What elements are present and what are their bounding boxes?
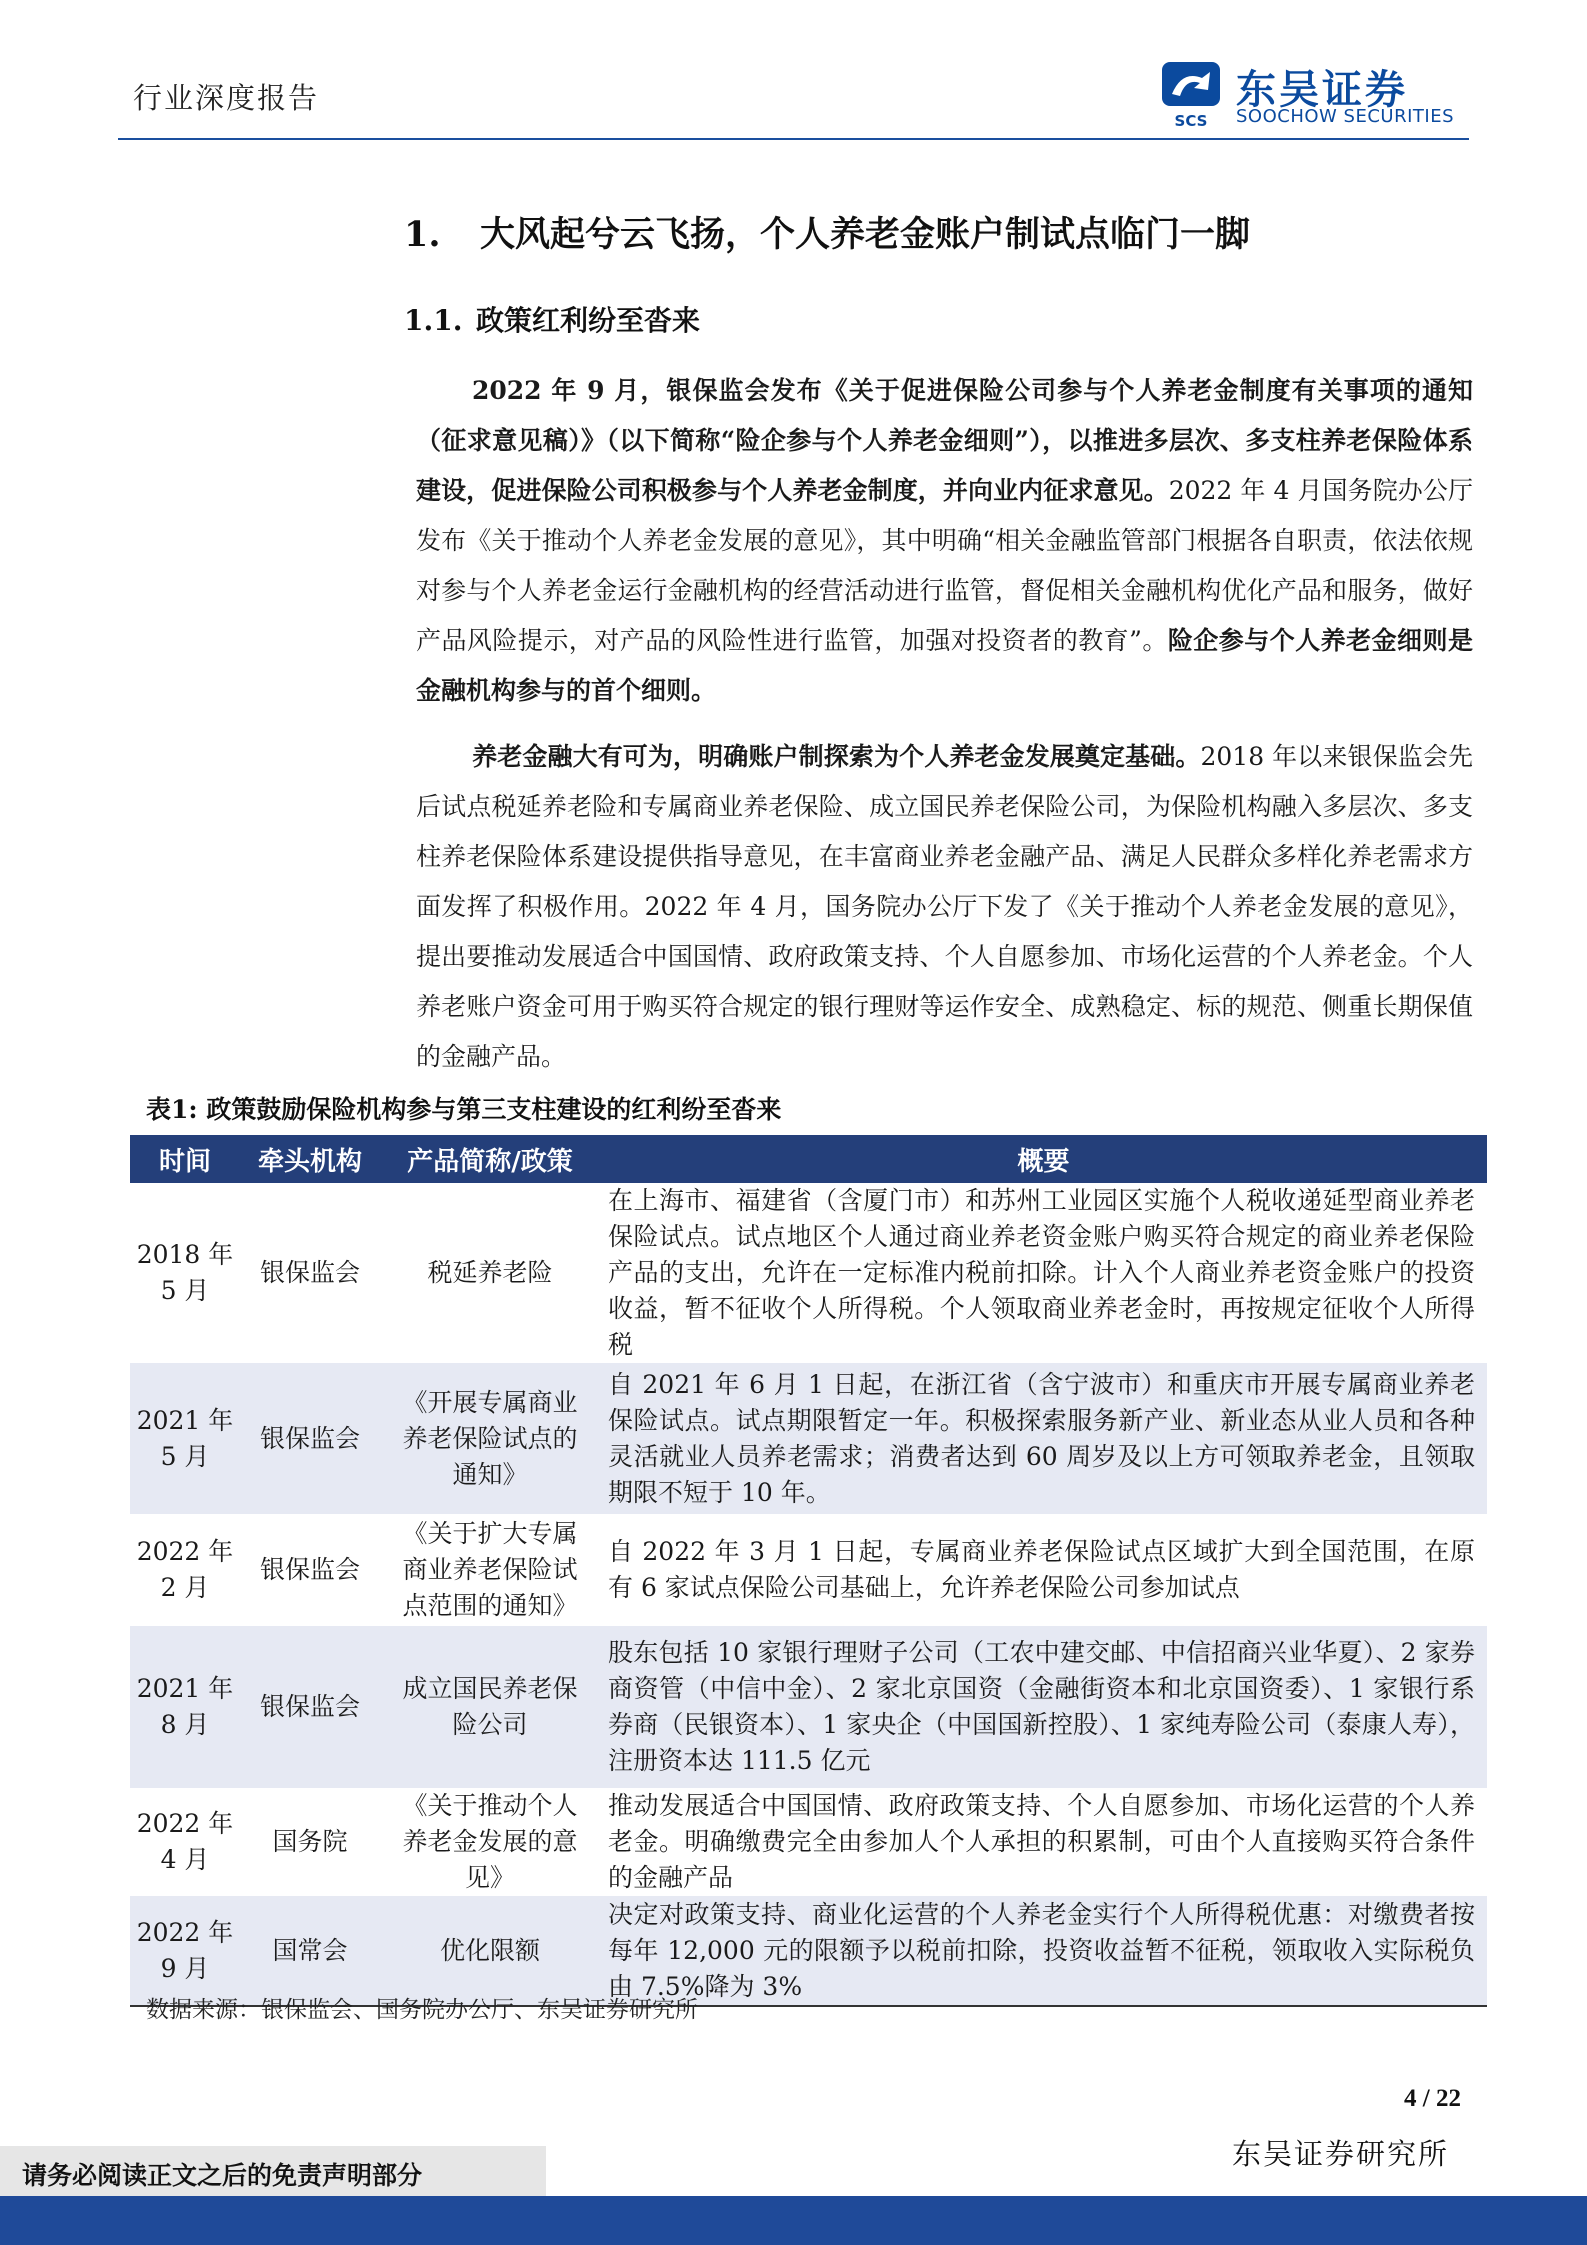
table-row [130, 1896, 1487, 2006]
cell-time: 2021 年 8 月 [130, 1626, 240, 1788]
logo-mark-text: SCS [1174, 112, 1208, 130]
cell-org: 银保监会 [240, 1183, 380, 1363]
paragraph-2-bold: 养老金融大有可为，明确账户制探索为个人养老金发展奠定基础。 [472, 742, 1201, 771]
table-row [130, 1788, 1487, 1896]
cell-org: 国务院 [240, 1788, 380, 1896]
cell-product: 税延养老险 [380, 1183, 600, 1363]
cell-summary: 自 2022 年 3 月 1 日起，专属商业养老保险试点区域扩大到全国范围，在原有 6 家试点保险公司基础上，允许养老保险公司参加试点 [600, 1514, 1487, 1626]
table-row [130, 1363, 1487, 1514]
paragraph-1-text: 2022 年 4 月国务院办公厅发布《关于推动个人养老金发展的意见》，其中明确“相关金融监管部门根据各自职责，依法依规对参与个人养老金运行金融机构的经营活动进行监管，督促相关金融机构优化产品和服务，做好产品风险提示，对产品的风险性进行监管，加强对投资者的教育”。 [416, 476, 1473, 655]
paragraph-2 [416, 732, 1473, 1082]
cell-summary: 在上海市、福建省（含厦门市）和苏州工业园区实施个人税收递延型商业养老保险试点。试点地区个人通过商业养老资金账户购买符合规定的商业养老保险产品的支出，允许在一定标准内税前扣除。计入个人商业养老资金账户的投资收益，暂不征收个人所得税。个人领取商业养老金时，再按规定征收个人所得税 [600, 1183, 1487, 1363]
page-number: 4 / 22 [1404, 2085, 1461, 2112]
cell-summary: 自 2021 年 6 月 1 日起，在浙江省（含宁波市）和重庆市开展专属商业养老保险试点。试点期限暂定一年。积极探索服务新产业、新业态从业人员和各种灵活就业人员养老需求；消费者达到 60 周岁及以上方可领取养老金，且领取期限不短于 10 年。 [600, 1363, 1487, 1514]
disclaimer-box [0, 2146, 546, 2196]
report-type-label: 行业深度报告 [133, 81, 320, 115]
subsection-title: 政策红利纷至沓来 [476, 304, 701, 337]
header-time: 时间 [130, 1135, 240, 1183]
subsection-number: 1.1. [404, 304, 463, 337]
footer-band [0, 2196, 1587, 2245]
cell-summary: 决定对政策支持、商业化运营的个人养老金实行个人所得税优惠：对缴费者按每年 12,000 元的限额予以税前扣除，投资收益暂不征税，领取收入实际税负由 7.5%降为 3% [600, 1896, 1487, 2006]
cell-time: 2022 年 4 月 [130, 1788, 240, 1896]
cell-org: 银保监会 [240, 1514, 380, 1626]
table-row [130, 1626, 1487, 1788]
cell-summary: 推动发展适合中国国情、政府政策支持、个人自愿参加、市场化运营的个人养老金。明确缴费完全由参加人个人承担的积累制，可由个人直接购买符合条件的金融产品 [600, 1788, 1487, 1896]
table-row [130, 1514, 1487, 1626]
cell-product: 《关于扩大专属商业养老保险试点范围的通知》 [380, 1514, 600, 1626]
header-org: 牵头机构 [240, 1135, 380, 1183]
section-number: 1. [404, 214, 441, 255]
logo-cn-text: 东吴证券 [1236, 67, 1408, 113]
logo-en-text: SOOCHOW SECURITIES [1236, 106, 1455, 127]
cell-time: 2018 年 5 月 [130, 1183, 240, 1363]
table-row [130, 1183, 1487, 1363]
cell-time: 2022 年 9 月 [130, 1896, 240, 2006]
header-divider [118, 138, 1469, 140]
table-header-row [130, 1135, 1487, 1183]
cell-org: 银保监会 [240, 1363, 380, 1514]
section-heading [404, 207, 1250, 257]
paragraph-2-text: 2018 年以来银保监会先后试点税延养老险和专属商业养老保险、成立国民养老保险公司，为保险机构融入多层次、多支柱养老保险体系建设提供指导意见，在丰富商业养老金融产品、满足人民群众多样化养老需求方面发挥了积极作用。2022 年 4 月，国务院办公厅下发了《关于推动个人养老金发展的意见》，提出要推动发展适合中国国情、政府政策支持、个人自愿参加、市场化运营的个人养老金。个人养老账户资金可用于购买符合规定的银行理财等运作安全、成熟稳定、标的规范、侧重长期保值的金融产品。 [416, 742, 1473, 1071]
section-title: 大风起兮云飞扬，个人养老金账户制试点临门一脚 [480, 214, 1251, 255]
cell-product: 《关于推动个人养老金发展的意见》 [380, 1788, 600, 1896]
policy-table [130, 1135, 1487, 2007]
paragraph-1-bold-end: 险企参与个人养老金细则是金融机构参与的首个细则。 [416, 626, 1473, 705]
subsection-heading [404, 299, 700, 339]
cell-summary: 股东包括 10 家银行理财子公司（工农中建交邮、中信招商兴业华夏）、2 家券商资管（中信中金）、2 家北京国资（金融街资本和北京国资委）、1 家银行系券商（民银资本）、1 家央企（中国国新控股）、1 家纯寿险公司（泰康人寿），注册资本达 111.5 亿元 [600, 1626, 1487, 1788]
cell-product: 成立国民养老保险公司 [380, 1626, 600, 1788]
cell-product: 《开展专属商业养老保险试点的通知》 [380, 1363, 600, 1514]
footer-org: 东吴证券研究所 [1232, 2137, 1450, 2171]
data-source: 数据来源：银保监会、国务院办公厅、东吴证券研究所 [146, 1997, 698, 2023]
table-caption: 表1: 政策鼓励保险机构参与第三支柱建设的红利纷至沓来 [146, 1095, 782, 1124]
header-summary: 概要 [600, 1135, 1487, 1183]
paragraph-1 [416, 366, 1473, 716]
logo-mark-icon [1158, 58, 1228, 130]
cell-time: 2022 年 2 月 [130, 1514, 240, 1626]
cell-org: 银保监会 [240, 1626, 380, 1788]
cell-time: 2021 年 5 月 [130, 1363, 240, 1514]
paragraph-1-bold: 2022 年 9 月，银保监会发布《关于促进保险公司参与个人养老金制度有关事项的通知（征求意见稿）》（以下简称“险企参与个人养老金细则”），以推进多层次、多支柱养老保险体系建设，促进保险公司积极参与个人养老金制度，并向业内征求意见。 [416, 376, 1473, 505]
header-product: 产品简称/政策 [380, 1135, 600, 1183]
disclaimer-link[interactable]: 请务必阅读正文之后的免责声明部分 [22, 2161, 423, 2190]
cell-product: 优化限额 [380, 1896, 600, 2006]
company-logo [1158, 58, 1470, 130]
cell-org: 国常会 [240, 1896, 380, 2006]
